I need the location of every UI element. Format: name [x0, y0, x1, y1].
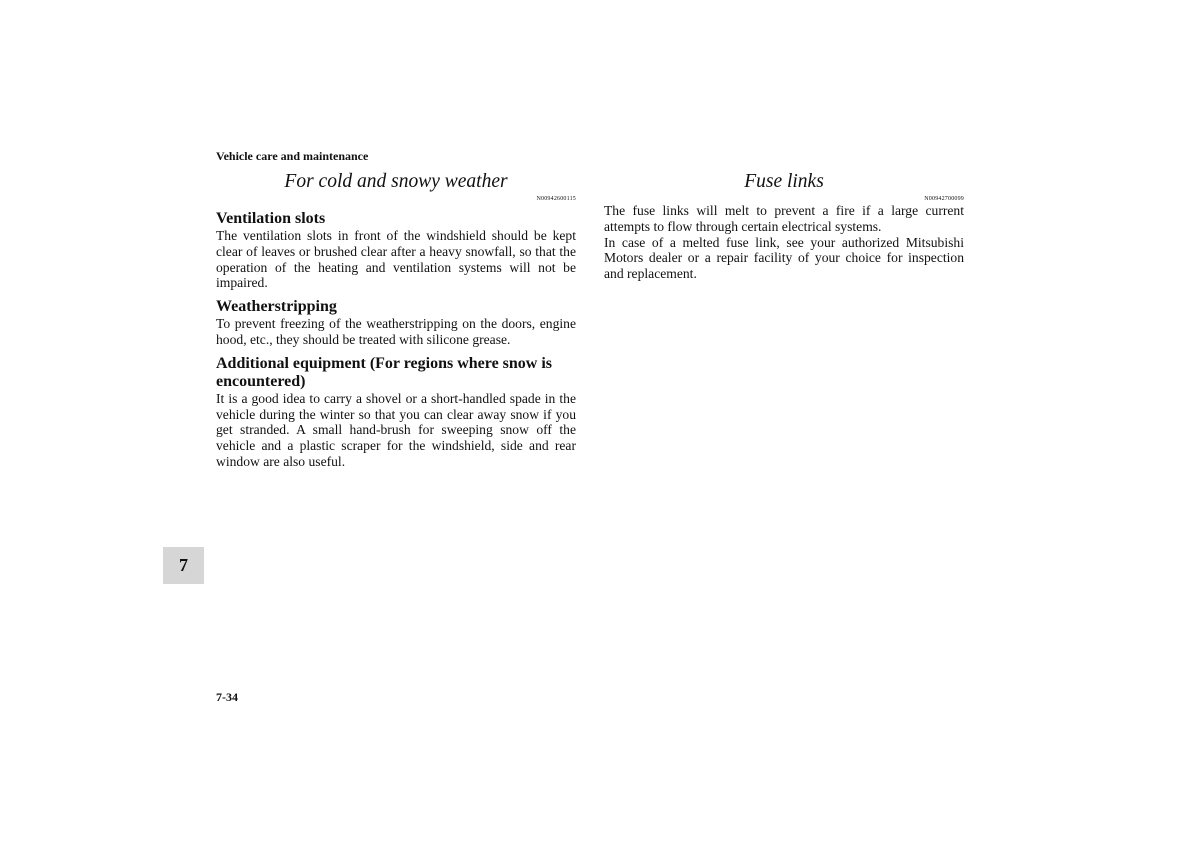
subsection-heading: Weatherstripping	[216, 298, 337, 316]
section-code: N00942600115	[536, 196, 576, 202]
subsection-text: It is a good idea to carry a shovel or a short-handled spade in the vehicle during the winter so that you can clear away snow if you get stranded. A small hand-brush for sweeping snow off the vehicle and a plastic scraper for the windshield, side and rear window are also useful.	[216, 390, 576, 469]
chapter-tab: 7	[163, 547, 204, 584]
subsection-weatherstripping	[216, 298, 576, 348]
subsection-additional-equipment	[216, 355, 576, 470]
fuse-links-paragraph: In case of a melted fuse link, see your authorized Mitsubishi Motors dealer or a repair facility of your choice for inspection and replacement.	[604, 234, 964, 282]
right-column	[604, 170, 964, 282]
section-title-cold-snowy-weather: For cold and snowy weather	[284, 171, 508, 192]
fuse-links-paragraph: The fuse links will melt to prevent a fire if a large current attempts to flow through certain electrical systems.	[604, 203, 964, 234]
left-column	[216, 170, 576, 470]
page-number: 7-34	[216, 690, 238, 704]
subsection-heading: Additional equipment (For regions where snow is encountered)	[216, 354, 553, 390]
section-code: N00942700099	[924, 196, 964, 202]
running-header: Vehicle care and maintenance	[216, 149, 369, 163]
subsection-text: To prevent freezing of the weatherstripping on the doors, engine hood, etc., they should be treated with silicone grease.	[216, 316, 576, 347]
section-title-fuse-links: Fuse links	[744, 171, 824, 192]
subsection-ventilation-slots	[216, 210, 576, 291]
subsection-text: The ventilation slots in front of the windshield should be kept clear of leaves or brushed clear after a heavy snowfall, so that the operation of the heating and ventilation systems will not be impaired.	[216, 228, 576, 291]
subsection-heading: Ventilation slots	[216, 210, 326, 227]
